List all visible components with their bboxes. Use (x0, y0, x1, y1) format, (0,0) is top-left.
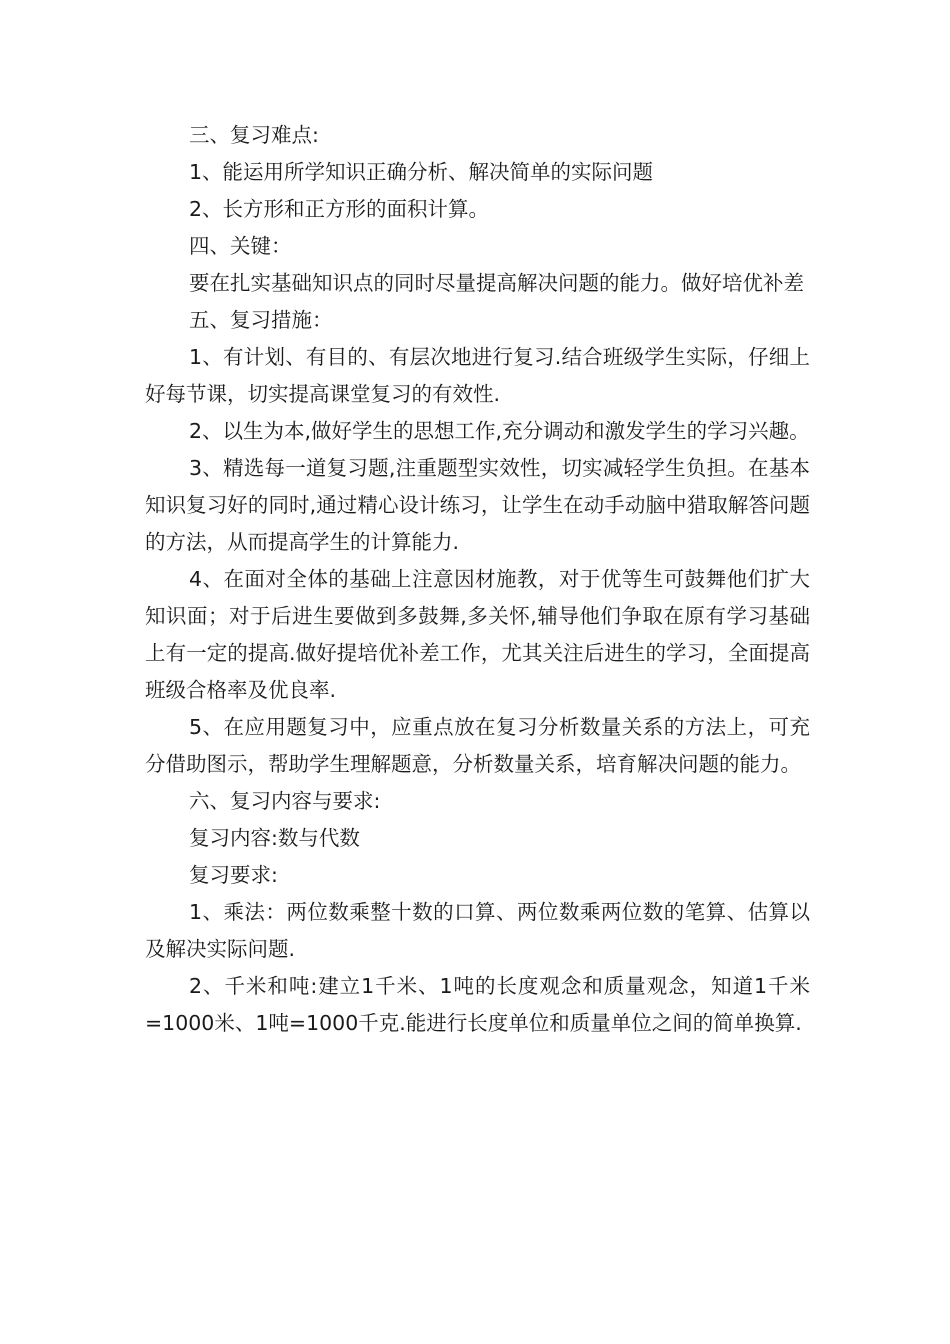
measure-item-3: 3、精选每一道复习题,注重题型实效性，切实减轻学生负担。在基本知识复习好的同时,通过精心设计练习，让学生在动手动脑中猎取解答问题的方法，从而提高学生的计算能力. (145, 456, 810, 554)
measure-item-5: 5、在应用题复习中，应重点放在复习分析数量关系的方法上，可充分借助图示，帮助学生理解题意，分析数量关系，培育解决问题的能力。 (145, 715, 810, 776)
heading-key-points: 四、关键： (189, 234, 292, 258)
measure-item-2: 2、以生为本,做好学生的思想工作,充分调动和激发学生的学习兴趣。 (189, 419, 810, 443)
requirement-item-1: 1、乘法：两位数乘整十数的口算、两位数乘两位数的笔算、估算以及解决实际问题. (145, 900, 810, 961)
measure-item-1: 1、有计划、有目的、有层次地进行复习.结合班级学生实际，仔细上好每节课，切实提高课堂复习的有效性. (145, 345, 810, 406)
difficulty-item-1: 1、能运用所学知识正确分析、解决简单的实际问题 (189, 160, 654, 184)
document-body (145, 117, 810, 1042)
heading-review-difficulties: 三、复习难点: (189, 123, 319, 147)
measure-item-4: 4、在面对全体的基础上注意因材施教，对于优等生可鼓舞他们扩大知识面；对于后进生要做到多鼓舞,多关怀,辅导他们争取在原有学习基础上有一定的提高.做好提培优补差工作，尤其关注后进生的学习，全面提高班级合格率及优良率. (145, 567, 810, 702)
requirement-item-2: 2、千米和吨:建立1千米、1吨的长度观念和质量观念，知道1千米=1000米、1吨=1000千克.能进行长度单位和质量单位之间的简单换算. (145, 974, 810, 1035)
heading-review-measures: 五、复习措施： (189, 308, 333, 332)
difficulty-item-2: 2、长方形和正方形的面积计算。 (189, 197, 490, 221)
key-points-paragraph: 要在扎实基础知识点的同时尽量提高解决问题的能力。做好培优补差 (189, 271, 804, 295)
review-requirements-label: 复习要求: (189, 863, 278, 887)
heading-review-content: 六、复习内容与要求: (189, 789, 381, 813)
review-content-line: 复习内容:数与代数 (189, 826, 360, 850)
